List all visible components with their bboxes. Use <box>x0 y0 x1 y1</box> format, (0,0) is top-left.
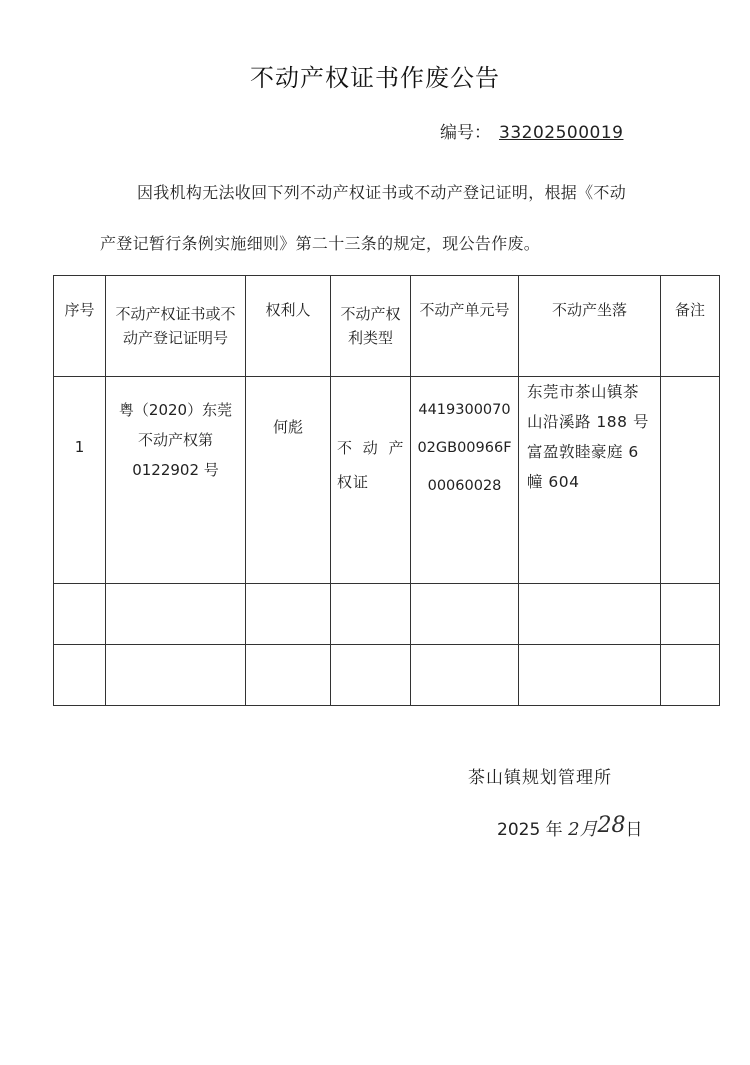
row-remarks <box>661 377 720 584</box>
header-cert-number <box>106 276 246 377</box>
cert-number-line3: 0122902 号 <box>132 461 219 479</box>
empty-cell <box>106 584 246 645</box>
header-type-line2: 利类型 <box>347 329 393 347</box>
empty-cell <box>411 584 519 645</box>
issue-date <box>497 815 643 841</box>
header-right-type <box>331 276 411 377</box>
table-row-empty <box>54 584 720 645</box>
location-line3: 富盈敦睦豪庭 6 <box>527 443 639 461</box>
empty-cell <box>519 584 661 645</box>
right-type-line1: 不 动 产 <box>337 439 407 457</box>
table-row <box>54 377 720 584</box>
empty-cell <box>246 584 331 645</box>
empty-cell <box>106 645 246 706</box>
empty-cell <box>519 645 661 706</box>
empty-cell <box>331 645 411 706</box>
unit-number-line2: 02GB00966F <box>417 440 512 456</box>
table-header-row <box>54 276 720 377</box>
empty-cell <box>54 645 106 706</box>
issuing-organization: 茶山镇规划管理所 <box>468 768 612 788</box>
header-holder: 权利人 <box>246 276 331 377</box>
serial-number: 33202500019 <box>499 123 624 143</box>
empty-cell <box>661 645 720 706</box>
revocation-table <box>53 275 720 706</box>
date-month-handwritten: 2月 <box>568 819 598 840</box>
unit-number-line1: 4419300070 <box>418 402 511 418</box>
empty-cell <box>54 584 106 645</box>
date-day-suffix: 日 <box>625 820 643 840</box>
empty-cell <box>661 584 720 645</box>
cert-number-line1: 粤（2020）东莞 <box>118 401 233 419</box>
header-remarks: 备注 <box>661 276 720 377</box>
header-index: 序号 <box>54 276 106 377</box>
row-location <box>519 377 661 584</box>
row-cert-number <box>106 377 246 584</box>
announcement-paragraph-line1: 因我机构无法收回下列不动产权证书或不动产登记证明，根据《不动 <box>137 183 627 202</box>
location-line4: 幢 604 <box>527 473 580 491</box>
row-unit-number <box>411 377 519 584</box>
header-location: 不动产坐落 <box>519 276 661 377</box>
empty-cell <box>411 645 519 706</box>
table-row-empty <box>54 645 720 706</box>
header-cert-line2: 动产登记证明号 <box>122 329 228 347</box>
row-right-type <box>331 377 411 584</box>
row-holder: 何彪 <box>246 377 331 584</box>
header-unit-number: 不动产单元号 <box>411 276 519 377</box>
cert-number-line2: 不动产权第 <box>137 431 213 449</box>
row-index: 1 <box>54 377 106 584</box>
header-type-line1: 不动产权 <box>340 305 401 323</box>
date-day-handwritten: 28 <box>597 813 626 838</box>
serial-number-line <box>440 118 623 143</box>
unit-number-line3: 00060028 <box>427 478 502 494</box>
right-type-line2: 权证 <box>337 473 370 491</box>
document-title: 不动产权证书作废公告 <box>250 64 500 92</box>
empty-cell <box>246 645 331 706</box>
location-line1: 东莞市茶山镇茶 <box>527 383 640 401</box>
date-year: 2025 年 <box>497 820 563 840</box>
location-line2: 山沿溪路 188 号 <box>527 413 649 431</box>
header-cert-line1: 不动产权证书或不 <box>115 305 236 323</box>
announcement-paragraph-line2: 产登记暂行条例实施细则》第二十三条的规定，现公告作废。 <box>100 234 541 253</box>
serial-label: 编号： <box>440 123 491 143</box>
empty-cell <box>331 584 411 645</box>
